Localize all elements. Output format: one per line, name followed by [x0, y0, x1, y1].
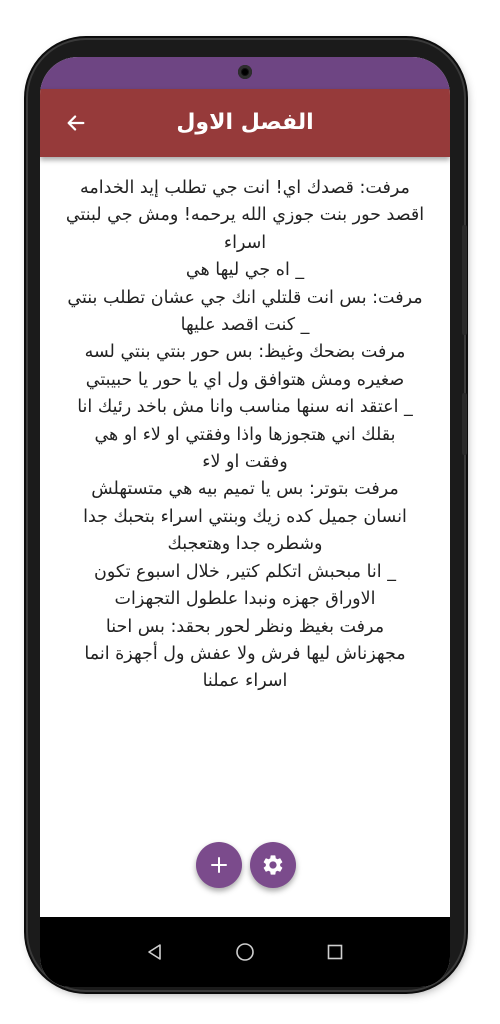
app-bar: [40, 89, 450, 157]
text-line: _ انا مبحبش اتكلم كتير, خلال اسبوع تكون: [94, 561, 396, 582]
text-line: اقصد حور بنت جوزي الله يرحمه! ومش جي لبنتي: [65, 205, 425, 226]
gear-icon: [261, 853, 285, 877]
text-line: الاوراق جهزه ونبدا علطول التجهزات: [114, 589, 376, 610]
text-line: بقلك اني هتجوزها واذا وفقتي او لاء او هي: [94, 424, 396, 445]
text-line: وشطره جدا وهتعجبك: [167, 534, 323, 555]
plus-icon: [209, 855, 229, 875]
arrow-left-icon: [65, 112, 87, 134]
text-line: اسراء عملنا: [202, 671, 288, 692]
add-button[interactable]: [196, 842, 242, 888]
camera-icon: [238, 65, 252, 79]
text-line: مرفت: قصدك اي! انت جي تطلب إيد الخدامه: [80, 178, 410, 198]
volume-button: [462, 225, 467, 335]
page-title: الفصل الاول: [176, 110, 314, 135]
text-line: مرفت بضحك وغيظ: بس حور بنتي بنتي لسه: [84, 342, 406, 363]
status-bar: [40, 57, 450, 89]
back-button[interactable]: [62, 109, 90, 137]
text-line: مرفت: بس انت قلتلي انك جي عشان تطلب بنتي: [67, 287, 423, 308]
navigation-bar: [40, 917, 450, 987]
nav-home-button[interactable]: [232, 939, 258, 965]
text-line: انسان جميل كده زيك وبنتي اسراء بتحبك جدا: [83, 506, 407, 527]
text-line: وفقت او لاء: [202, 452, 288, 473]
power-button: [462, 393, 467, 455]
text-line: مجهزناش ليها فرش ولا عفش ول أجهزة انما: [84, 643, 406, 664]
chapter-text: [40, 157, 450, 917]
settings-button[interactable]: [250, 842, 296, 888]
text-line: مرفت بتوتر: بس يا تميم بيه هي متستهلش: [91, 479, 399, 500]
screen: [40, 57, 450, 987]
square-recent-icon: [325, 942, 345, 962]
text-line: اسراء: [223, 232, 267, 253]
triangle-back-icon: [145, 942, 165, 962]
text-line: _ اعتقد انه سنها مناسب وانا مش باخد رئيك انا: [77, 397, 413, 418]
circle-home-icon: [234, 941, 256, 963]
text-line: _ كنت اقصد عليها: [180, 315, 310, 336]
text-line: _ اه جي ليها هي: [185, 260, 305, 281]
text-line: صغيره ومش هتوافق ول اي يا حور يا حبيبتي: [85, 369, 405, 390]
nav-back-button[interactable]: [142, 939, 168, 965]
nav-recent-button[interactable]: [322, 939, 348, 965]
text-line: مرفت بغيظ ونظر لحور بحقد: بس احنا: [105, 616, 385, 637]
